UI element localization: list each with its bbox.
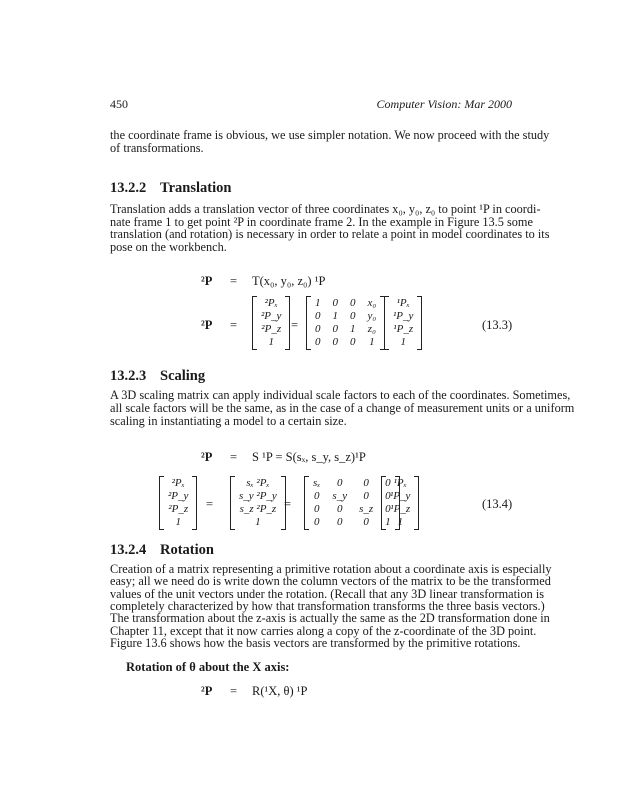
- matrix-cell: 0: [350, 336, 356, 348]
- matrix-cell: 1: [255, 516, 261, 528]
- eq-rhs: T(x₀, y₀, z₀) ¹P: [252, 274, 326, 288]
- intro-line: of transformations.: [110, 141, 204, 155]
- matrix-cell: 0: [313, 490, 320, 502]
- right-bracket: [414, 476, 419, 530]
- matrix-cell: 0: [385, 490, 391, 502]
- eq-lhs: ²P: [201, 684, 213, 698]
- paragraph-line: all scale factors will be the same, as in the case of a change of measurement units or a uniform: [110, 400, 575, 415]
- matrix-cell: 0: [363, 490, 369, 502]
- matrix-cell: 1: [369, 336, 375, 348]
- eq-lhs: ²P: [201, 450, 213, 464]
- eq-lhs: ²P: [201, 274, 213, 288]
- paragraph-line: scaling in instantiating a model to a certain size.: [110, 413, 347, 428]
- matrix-cell: 0: [313, 516, 320, 528]
- translation-matrix: [306, 296, 385, 350]
- matrix-cell: 1: [332, 310, 338, 322]
- eq-rel: =: [230, 274, 238, 288]
- matrix-cell: 0: [313, 503, 320, 515]
- matrix-cell: x₀: [367, 297, 377, 309]
- matrix-cell: 0: [315, 336, 321, 348]
- paragraph-line: values of the unit vectors under the rotation. (Recall that any 3D linear transformation is: [110, 586, 545, 601]
- matrix-cell: ²Pₓ: [171, 477, 185, 489]
- matrix-cell: ²P_y: [168, 490, 189, 502]
- matrix-cell: s_z: [359, 503, 374, 515]
- matrix-cell: ¹Pₓ: [396, 297, 410, 309]
- eq-rel: =: [230, 684, 238, 698]
- matrix-eq-rel: =: [284, 497, 292, 511]
- matrix-cell: s_z ²P_z: [239, 503, 277, 515]
- section-heading-rotation: 13.2.4 Rotation: [110, 542, 214, 558]
- matrix-eq-lhs: ²P: [201, 318, 213, 332]
- matrix-lhs: [159, 476, 197, 530]
- matrix-cell: ¹P_y: [393, 310, 414, 322]
- paragraph-line: A 3D scaling matrix can apply individual scale factors to each of the coordinates. Sometimes,: [110, 388, 571, 402]
- paragraph-line: nate frame 1 to get point ²P in coordinate frame 2. In the example in Figure 13.5 some: [110, 214, 533, 229]
- section-heading-scaling: 13.2.3 Scaling: [110, 368, 206, 384]
- matrix-eq-rel: =: [291, 318, 299, 332]
- matrix-cell: 1: [400, 336, 406, 348]
- matrix-cell: y₀: [367, 310, 377, 322]
- intro-line: the coordinate frame is obvious, we use simpler notation. We now proceed with the study: [110, 128, 550, 142]
- right-bracket: [192, 476, 197, 530]
- running-title: Computer Vision: Mar 2000: [376, 97, 512, 111]
- matrix-cell: 0: [315, 323, 321, 335]
- matrix-cell: 1: [175, 516, 181, 528]
- section-heading-translation: 13.2.2 Translation: [110, 180, 232, 196]
- matrix-cell: z₀: [367, 323, 376, 335]
- matrix-cell: s_y ²P_y: [239, 490, 277, 502]
- matrix-cell: 0: [363, 516, 369, 528]
- matrix-cell: ²P_z: [168, 503, 189, 515]
- matrix-cell: ¹P_y: [390, 490, 411, 502]
- matrix-cell: 0: [332, 323, 338, 335]
- matrix-cell: s_y: [332, 490, 348, 502]
- matrix-cell: ¹Pₓ: [393, 477, 407, 489]
- matrix-cell: 1: [268, 336, 274, 348]
- matrix-cell: 0: [337, 477, 343, 489]
- matrix-cell: 1: [350, 323, 356, 335]
- eq-rhs: S ¹P = S(sₓ, s_y, s_z)¹P: [252, 450, 366, 464]
- matrix-eq-rel: =: [230, 318, 238, 332]
- paragraph-line: translation (and rotation) is necessary in order to relate a point in model coordinates to its: [110, 227, 550, 241]
- matrix-cell: 0: [385, 503, 391, 515]
- matrix-cell: ¹P_z: [393, 323, 414, 335]
- page-number: 450: [110, 97, 128, 111]
- equation-number: (13.4): [482, 497, 513, 511]
- matrix-cell: 0: [332, 336, 338, 348]
- paragraph-line: Translation adds a translation vector of three coordinates x₀, y₀, z₀ to point ¹P in coordi-: [110, 202, 541, 216]
- matrix-cell: 0: [363, 477, 369, 489]
- eq-rel: =: [230, 450, 238, 464]
- matrix-cell: 1: [397, 516, 403, 528]
- paragraph-line: Chapter 11, except that it now carries along a copy of the z-coordinate of the 3D point.: [110, 623, 537, 638]
- right-bracket: [417, 296, 422, 350]
- matrix-cell: 0: [337, 516, 343, 528]
- matrix-cell: ²P_z: [261, 323, 282, 335]
- matrix-cell: 0: [332, 297, 338, 309]
- matrix-eq-rel: =: [206, 497, 214, 511]
- matrix-cell: 1: [385, 516, 391, 528]
- matrix-lhs: [252, 296, 290, 350]
- matrix-cell: sₓ ²Pₓ: [246, 477, 270, 489]
- matrix-scaled: [230, 476, 286, 530]
- equation-number: (13.3): [482, 318, 513, 332]
- matrix-cell: 0: [385, 477, 391, 489]
- matrix-cell: 0: [337, 503, 343, 515]
- paragraph-line: Creation of a matrix representing a primitive rotation about a coordinate axis is especially: [110, 562, 552, 576]
- matrix-cell: 0: [350, 297, 356, 309]
- matrix-cell: 0: [315, 310, 321, 322]
- paragraph-line: The transformation about the z-axis is actually the same as the 2D transformation done in: [110, 611, 550, 626]
- matrix-cell: ²Pₓ: [264, 297, 278, 309]
- matrix-cell: 1: [315, 297, 321, 309]
- right-bracket: [285, 296, 290, 350]
- matrix-cell: sₓ: [313, 477, 321, 489]
- matrix-rhs: [381, 476, 419, 530]
- matrix-cell: ²P_y: [261, 310, 282, 322]
- rotation-subheading: Rotation of θ about the X axis:: [126, 660, 290, 674]
- matrix-rhs: [384, 296, 422, 350]
- eq-rhs: R(¹X, θ) ¹P: [252, 684, 308, 698]
- paragraph-line: pose on the workbench.: [110, 239, 227, 254]
- matrix-cell: ¹P_z: [390, 503, 411, 515]
- paragraph-line: completely characterized by how that transformation transforms the three basis vectors.): [110, 598, 545, 613]
- matrix-cell: 0: [350, 310, 356, 322]
- paragraph-line: easy; all we need do is write down the column vectors of the matrix to be the transformed: [110, 574, 551, 589]
- paragraph-line: Figure 13.6 shows how the basis vectors are transformed by the primitive rotations.: [110, 635, 521, 650]
